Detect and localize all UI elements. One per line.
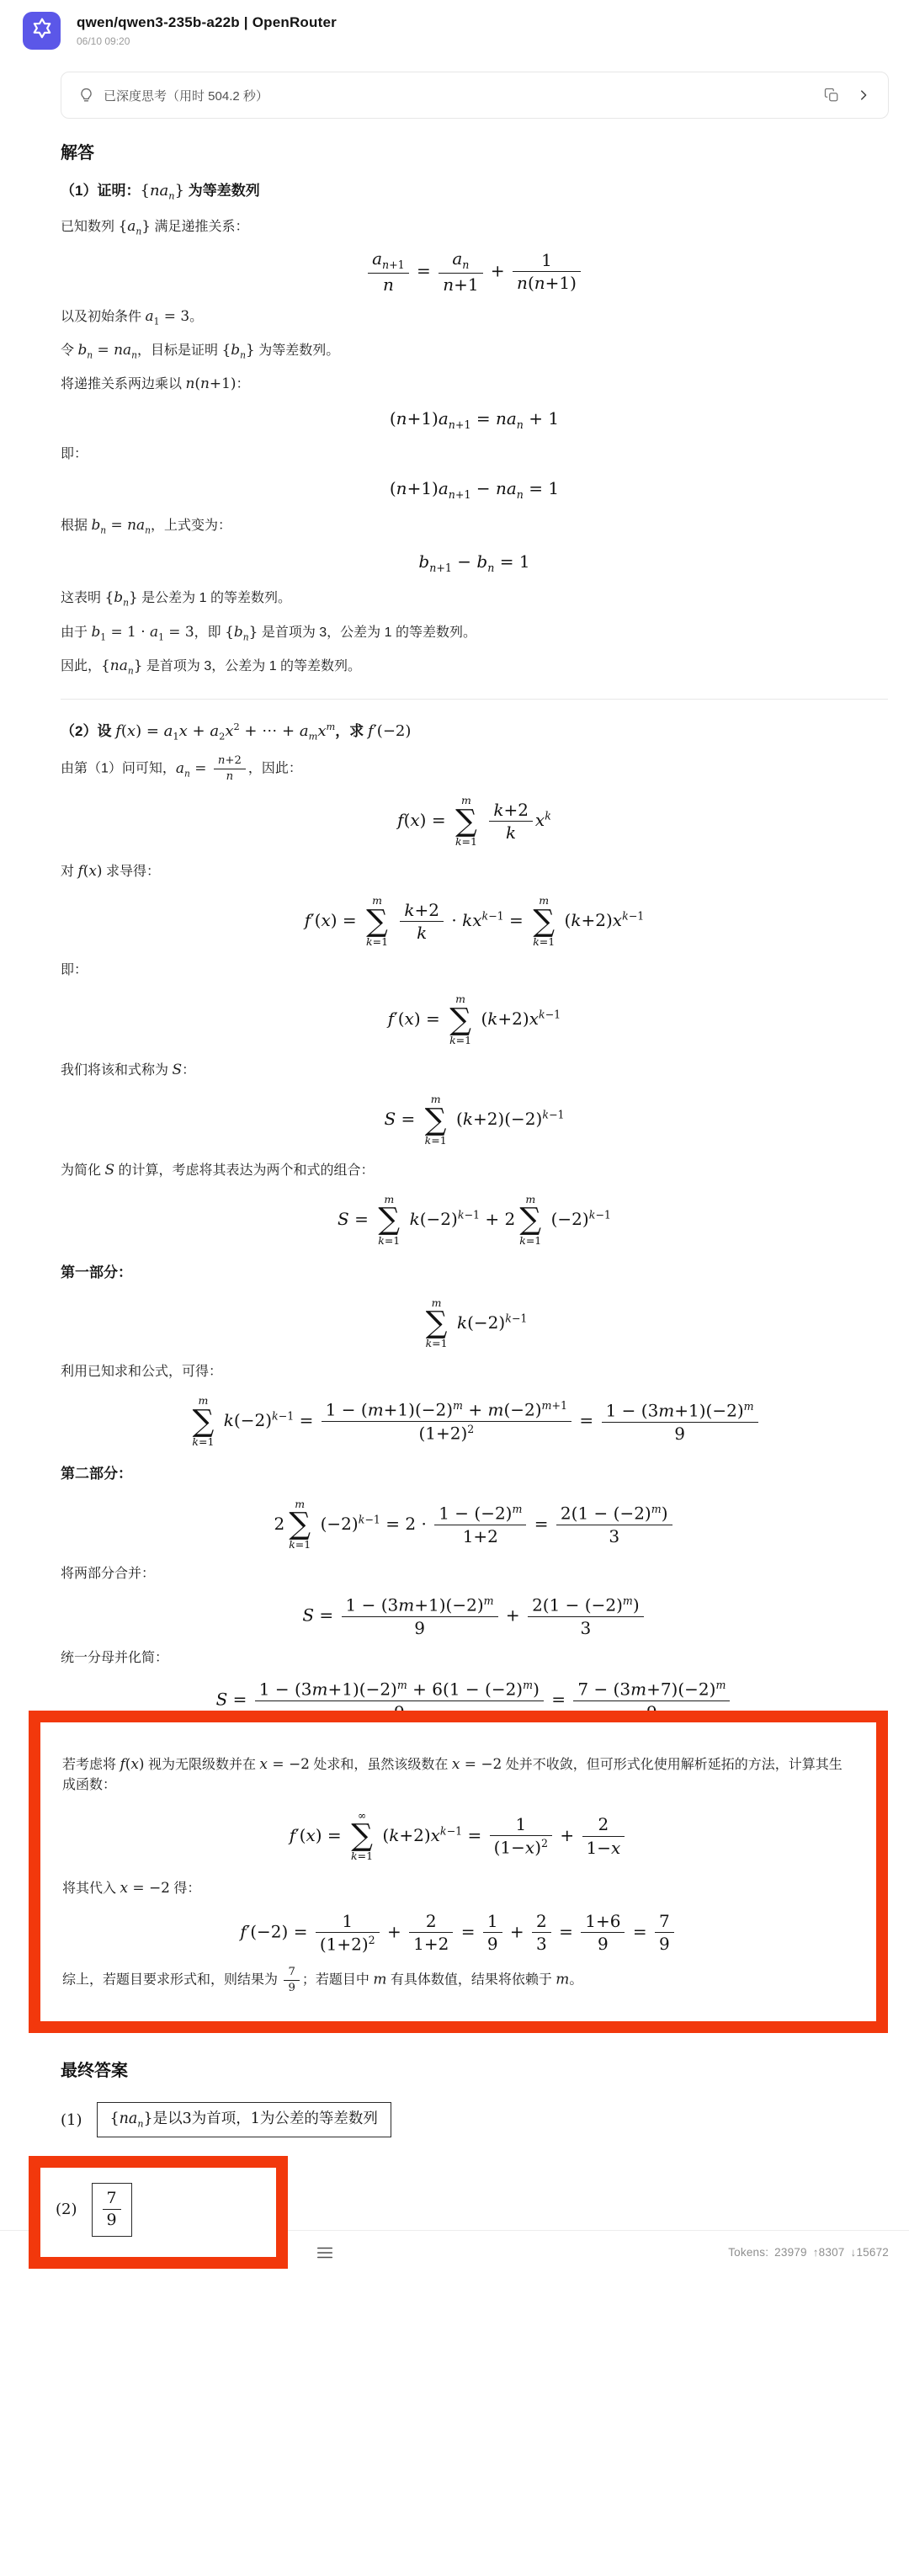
paragraph: 即： — [61, 447, 88, 462]
inline-math: f′(−2) — [368, 721, 412, 740]
formula: f(x) = m ∑ k=1 $\frac{k+2}{k}$ $x^k$ — [397, 794, 551, 848]
inline-math: $b_n = na_n$ — [77, 340, 138, 361]
formula: $\frac{a_{n+1}}{n}$ = $\frac{a_n}{n+1}$ + $\frac{1}{n(n+1)}$ — [61, 249, 888, 294]
message-header — [23, 12, 889, 50]
answer-box: $\{na_n\}$是以3为首项，1为公差的等差数列 — [97, 2102, 391, 2137]
paragraph: 利用已知求和公式，可得： — [61, 1365, 223, 1380]
formula: $b_{n+1} - b_n = 1$ — [418, 551, 530, 574]
paragraph: 因此，$\{na_n\}$ 是首项为 3，公差为 1 的等差数列。 — [61, 657, 362, 677]
formula: S = m ∑ k=1 $k(-2)^{k-1} + 2$ m ∑ k=1 $(-2)^{k-1}$ — [338, 1193, 611, 1247]
answer-box — [92, 2183, 132, 2237]
formula: f′(x) = ∞ ∑ k=1 $(k+2)x^{k-1}$ = $\frac{1}{(1-x)^2}$ + $\frac{2}{1-x}$ — [62, 1808, 854, 1865]
inline-math: f(x) — [120, 1754, 145, 1772]
thinking-label: 已深度思考（用时 504.2 秒） — [104, 88, 268, 104]
heading: （2）设 $f(x) = a_1x + a_2x^2$ + ⋯ + $a_mx^m$，求 f′(−2) — [61, 720, 412, 742]
chevron-right-icon[interactable] — [856, 88, 871, 103]
answer-row — [61, 2102, 888, 2137]
paragraph: 由于 $b_1 = 1 \cdot a_1 = 3$，即 $\{b_n\}$ 是首项为 3，公差为 1 的等差数列。 — [61, 622, 476, 643]
inline-math: x = −2 — [120, 1878, 170, 1896]
paragraph: 令 $b_n = na_n$，目标是证明 $\{b_n\}$ 为等差数列。 — [61, 340, 340, 361]
tokens-up: ↑8307 — [812, 2246, 845, 2259]
copy-icon[interactable] — [824, 88, 839, 103]
paragraph: 为简化 S 的计算，考虑将其表达为两个和式的组合： — [61, 1161, 375, 1179]
formula: m ∑ k=1 $k(-2)^{k-1}$ = $\frac{1 - (m+1)(-2)^m + m(-2)^{m+1}}{(1+2)^2}$ = $\frac{1 - (3m+1)(-2)^m}{9}$ — [61, 1393, 888, 1450]
formula: f′(x) = m ∑ k=1 $\frac{k+2}{k}$ · $kx^{k-1}$ = m ∑ k=1 $(k+2)x^{k-1}$ — [304, 894, 645, 948]
answer-row — [56, 2183, 261, 2237]
inline-math: $f(x) = a_1x + a_2x^2$ + ⋯ + $a_mx^m$ — [115, 720, 336, 742]
heading: 解答 — [61, 144, 94, 162]
inline-math: $\frac{7}{9}$ — [100, 2200, 124, 2218]
paragraph: 我们将该和式称为 S： — [61, 1061, 196, 1078]
inline-math: $\{a_n\}$ — [118, 216, 151, 237]
inline-math: $a_n$ = $\frac{n+2}{n}$ — [176, 759, 248, 776]
inline-math: x = −2 — [451, 1754, 502, 1772]
inline-math: m — [556, 1970, 570, 1988]
formula: m ∑ k=1 $k(-2)^{k-1}$ — [425, 1296, 528, 1350]
inline-math: S — [104, 1161, 115, 1179]
heading: 第二部分： — [61, 1466, 132, 1482]
paragraph: 将两部分合并： — [61, 1566, 156, 1581]
thinking-summary-bar[interactable] — [61, 72, 889, 119]
divider — [61, 699, 888, 700]
heading: （1）证明：$\{na_n\}$ 为等差数列 — [61, 182, 260, 202]
inline-math: $\{b_n\}$ — [221, 340, 255, 361]
formula: S = m ∑ k=1 $(k+2)(-2)^{k-1}$ — [384, 1093, 565, 1147]
menu-icon — [316, 2243, 334, 2262]
answer-content — [56, 141, 888, 2269]
paragraph: 统一分母并化简： — [61, 1651, 169, 1666]
answer-label: (2) — [56, 2201, 77, 2219]
model-name: qwen/qwen3-235b-a22b | OpenRouter — [77, 14, 337, 30]
paragraph: 将递推关系两边乘以 n(n+1)： — [61, 375, 250, 392]
inline-math: $\{na_n\}$ — [109, 2110, 153, 2130]
formula: f′(x) = m ∑ k=1 $(k+2)x^{k-1}$ — [387, 993, 561, 1046]
formula: S = $1 - (3m+1)(-2)^m + 6(1 - (-2)^m)$ = $7 - (3m+7)(-2)^m$ — [61, 1679, 888, 1722]
paragraph: 若考虑将 f(x) 视为无限级数并在 x = −2 处求和，虽然该级数在 x = −2 处并不收敛，但可形式化使用解析延拓的方法，计算其生成函数： — [62, 1754, 843, 1792]
heading: 最终答案 — [61, 2062, 128, 2081]
annotation-highlight-box — [29, 1711, 888, 2033]
header-meta — [77, 12, 337, 47]
paragraph: 这表明 $\{b_n\}$ 是公差为 1 的等差数列。 — [61, 588, 291, 609]
tokens-label: Tokens: — [728, 2246, 769, 2259]
inline-math: m — [373, 1970, 387, 1988]
annotation-highlight-box — [29, 2156, 288, 2269]
token-usage — [728, 2246, 889, 2259]
paragraph: 由第（1）问可知，$a_n$ = $\frac{n+2}{n}$ ，因此： — [61, 754, 302, 783]
model-avatar — [23, 12, 61, 50]
lightbulb-icon — [78, 88, 94, 104]
paragraph: 根据 $b_n = na_n$，上式变为： — [61, 516, 232, 536]
tokens-total: 23979 — [774, 2246, 807, 2259]
paragraph: 即： — [61, 963, 88, 978]
inline-math: x = −2 — [259, 1754, 310, 1772]
inline-math: $b_n = na_n$ — [91, 516, 152, 536]
inline-math: $\{na_n\}$ — [101, 657, 143, 677]
paragraph: 以及初始条件 $a_1 = 3$。 — [61, 306, 204, 327]
paragraph: 综上，若题目要求形式和，则结果为 $\frac{7}{9}$ ；若题目中 m 有具体数值，结果将依赖于 m。 — [62, 1966, 583, 1994]
paragraph: 将其代入 x = −2 得： — [62, 1878, 201, 1896]
inline-math: n(n+1) — [185, 375, 237, 392]
formula: S = $\frac{1 - (3m+1)(-2)^m}{9}$ + $\frac{2(1 - (-2)^m)}{3}$ — [61, 1595, 888, 1637]
qwen-logo-icon — [30, 17, 54, 45]
answer-label: (1) — [61, 2110, 82, 2129]
inline-math: $b_1 = 1 \cdot a_1 = 3$ — [91, 622, 194, 643]
inline-math: $\{na_n\}$ — [140, 182, 185, 202]
paragraph: 已知数列 $\{a_n\}$ 满足递推关系： — [61, 216, 249, 237]
inline-math: S — [172, 1061, 183, 1078]
inline-math: $a_1 = 3$ — [145, 306, 190, 327]
heading: 第一部分： — [61, 1264, 132, 1281]
formula: $(n+1)a_{n+1} = na_n + 1$ — [389, 408, 560, 432]
paragraph: 对 f(x) 求导得： — [61, 862, 160, 880]
formula: 2 m ∑ k=1 $(-2)^{k-1} = 2$ · $\frac{1 - (-2)^m}{1+2}$ = $\frac{2(1 - (-2)^m)}{3}$ — [61, 1497, 888, 1553]
inline-math: $\frac{7}{9}$ — [281, 1971, 301, 1988]
inline-math: $\{b_n\}$ — [225, 622, 258, 643]
inline-math: $\{b_n\}$ — [104, 588, 138, 609]
inline-math: f(x) — [77, 862, 103, 880]
formula: $(n+1)a_{n+1} - na_n = 1$ — [389, 478, 560, 502]
tokens-down: ↓15672 — [850, 2246, 889, 2259]
timestamp: 06/10 09:20 — [77, 35, 130, 47]
menu-button[interactable] — [314, 2242, 336, 2264]
formula: f′(−2) = $\frac{1}{(1+2)^2}$ + $\frac{2}{1+2}$ = $\frac{1}{9}$ + $\frac{2}{3}$ = $\frac{1+6}{9}$ = $\frac{7}{9}$ — [62, 1912, 854, 1954]
